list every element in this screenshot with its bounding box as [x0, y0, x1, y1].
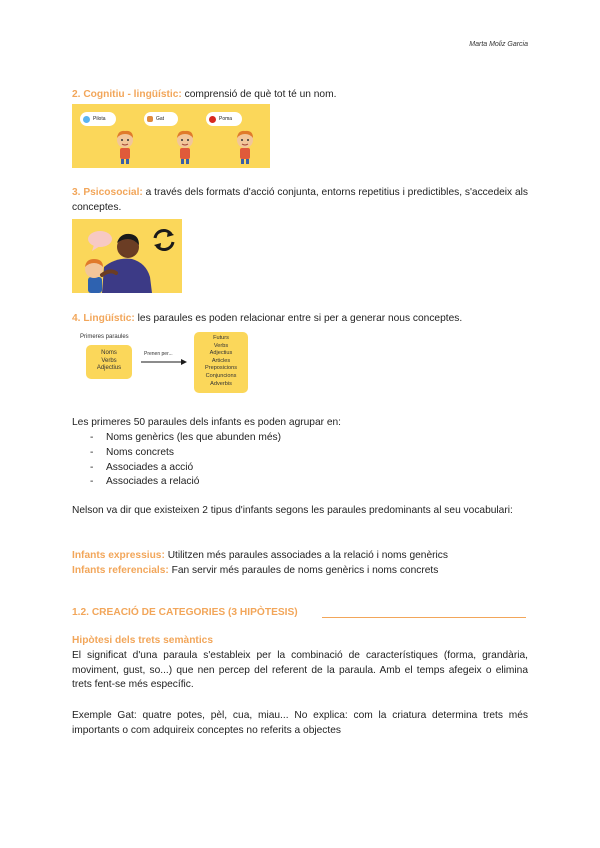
infant-type-text: Fan servir més paraules de noms genèrics i noms concrets	[168, 565, 439, 576]
heading-rule	[322, 617, 526, 618]
hypothesis-paragraph: El significat d'una paraula s'estableix per la combinació de característiques (forma, grandària, moviment, gust, so...) que nen percep del referent de la paraula. Amb el temps afegeix o elimina trets fent-se més específic.	[72, 650, 528, 690]
diagram-left-title: Primeres paraules	[80, 334, 129, 340]
groups-intro: Les primeres 50 paraules dels infants es poden agrupar en:	[72, 417, 342, 428]
new-concept-item: Futurs	[213, 335, 229, 341]
new-concept-item: Verbs	[213, 342, 229, 349]
section-3-heading: 3. Psicosocial:	[72, 187, 143, 198]
section-2-text: comprensió de què tot té un nom.	[181, 89, 337, 100]
new-concepts-box	[194, 332, 248, 393]
groups-list	[72, 431, 528, 490]
section-4-heading: 4. Lingüístic:	[72, 313, 135, 324]
first-word-item: Noms	[101, 350, 117, 356]
cat-icon	[147, 116, 153, 122]
section-3-text: a través dels formats d'acció conjunta, entorns repetitius i predictibles, s'accedeix als conceptes.	[72, 187, 529, 213]
list-item: - Noms genèrics (les que abunden més)	[72, 431, 528, 446]
list-item: - Associades a relació	[72, 475, 528, 490]
cycle-arrows-icon	[150, 226, 178, 254]
new-concept-item: Adverbis	[210, 380, 232, 387]
section-heading-text: 1.2. CREACIÓ DE CATEGORIES (3 HIPÒTESIS)	[72, 607, 298, 618]
new-concept-item: Preposicions	[204, 365, 238, 372]
new-concept-item: Adjectius	[209, 350, 233, 357]
ball-icon	[83, 116, 90, 123]
arrow-right-icon	[140, 358, 188, 366]
bubble-cat	[144, 112, 178, 126]
infant-type-referential	[72, 564, 528, 579]
bubble-ball	[80, 112, 116, 126]
infant-type-text: Utilitzen més paraules associades a la relació i noms genèrics	[164, 550, 448, 561]
list-item: - Associades a acció	[72, 461, 528, 476]
infant-type-expressive	[72, 549, 528, 564]
nelson-paragraph: Nelson va dir que existeixen 2 tipus d'infants segons les paraules predominants al seu vocabulari:	[72, 505, 513, 516]
child-figure-icon	[112, 126, 138, 166]
bubble-label: Pilota	[93, 115, 106, 122]
section-4-text: les paraules es poden relacionar entre si per a generar nous conceptes.	[134, 313, 463, 324]
bubble-label: Gat	[156, 115, 165, 122]
header-author: Marta Moliz Garcia	[469, 41, 528, 48]
section-3-paragraph	[72, 186, 528, 215]
infant-type-label: Infants referencials:	[72, 565, 169, 576]
hypothesis-subheading: Hipòtesi dels trets semàntics	[72, 635, 213, 646]
list-item: - Noms concrets	[72, 446, 528, 461]
new-concept-item: Conjuncions	[205, 372, 237, 379]
section-4-paragraph	[72, 312, 528, 327]
example-paragraph: Exemple Gat: quatre potes, pèl, cua, miau... No explica: com la criatura determina trets més importants o com adquireix conceptes no referits a objectes	[72, 710, 528, 736]
infant-type-label: Infants expressius:	[72, 550, 165, 561]
section-2-paragraph	[72, 88, 528, 103]
word-relation-diagram	[72, 332, 262, 396]
child-figure-icon	[172, 126, 198, 166]
child-figure-icon	[232, 126, 258, 166]
first-words-box	[86, 345, 132, 379]
first-word-item: Verbs	[101, 357, 117, 364]
section-2-heading: 2. Cognitiu - lingüístic:	[72, 89, 182, 100]
bubble-apple	[206, 112, 242, 126]
section-1-2-heading	[72, 606, 298, 621]
bubble-label: Poma	[219, 115, 233, 122]
new-concept-item: Articles	[211, 357, 231, 364]
naming-illustration	[72, 104, 270, 168]
joint-action-illustration	[72, 219, 182, 293]
arrow-label: Prenen per...	[144, 351, 173, 357]
first-word-item: Adjectius	[96, 365, 122, 371]
apple-icon	[209, 116, 216, 123]
